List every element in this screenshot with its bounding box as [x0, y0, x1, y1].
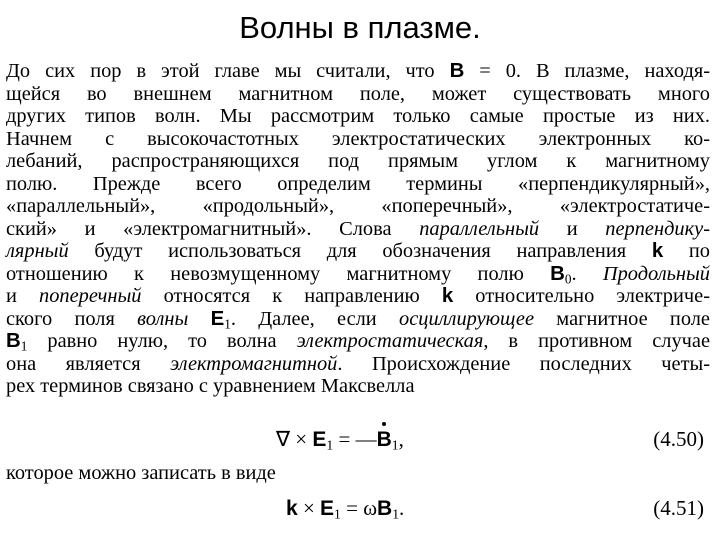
equation-number: (4.50): [653, 427, 704, 451]
time-derivative-dot: B: [377, 424, 392, 455]
text-line: отношению к невозмущенному магнитному полю $B_0$. Продольный: [6, 262, 710, 286]
slide-title: Волны в плазме.: [239, 10, 481, 45]
text-line: лебаний, распространяющихся под прямым углом к магнитному: [6, 150, 710, 172]
equation-4-50: [0, 424, 720, 454]
equation-4-51: [0, 493, 720, 523]
text-line: полю. Прежде всего определим термины «перпендикулярный»,: [6, 172, 710, 195]
connecting-text: которое можно записать в виде: [6, 462, 276, 484]
equation-number: (4.51): [653, 496, 704, 520]
text-line: ский» и «электромагнитный». Слова параллельный и перпендику-: [6, 217, 710, 240]
text-line: «параллельный», «продольный», «поперечный», «электростатиче-: [6, 195, 710, 217]
text-line: щейся во внешнем магнитном поле, может существовать много: [6, 82, 710, 105]
text-line: лярный будут использоваться для обозначения направления k по: [6, 240, 710, 262]
text-line: она является электромагнитной. Происхождение последних четы-: [6, 352, 710, 375]
text-line: $B_1$ равно нулю, то волна электростатическая, в противном случае: [6, 330, 710, 354]
text-line: До сих пор в этой главе мы считали, что B = 0. В плазме, находя-: [6, 60, 710, 82]
text-line: Начнем с высокочастотных электростатических электронных ко-: [6, 127, 710, 150]
text-line: ского поля волны $E_1$. Далее, если осциллирующее магнитное поле: [6, 307, 710, 331]
equation-body: $k \times E_1 = \omega B_1$.: [286, 496, 405, 522]
paragraph-text: [6, 60, 710, 398]
text-line: и поперечный относятся к направлению k относительно электриче-: [6, 285, 710, 307]
equation-body: ∇ × $E_1$ = $—B_1$,: [276, 424, 404, 455]
text-line: рех терминов связано с уравнением Максвелла: [6, 375, 415, 397]
text-line: других типов волн. Мы рассмотрим только самые простые из них.: [6, 105, 710, 127]
